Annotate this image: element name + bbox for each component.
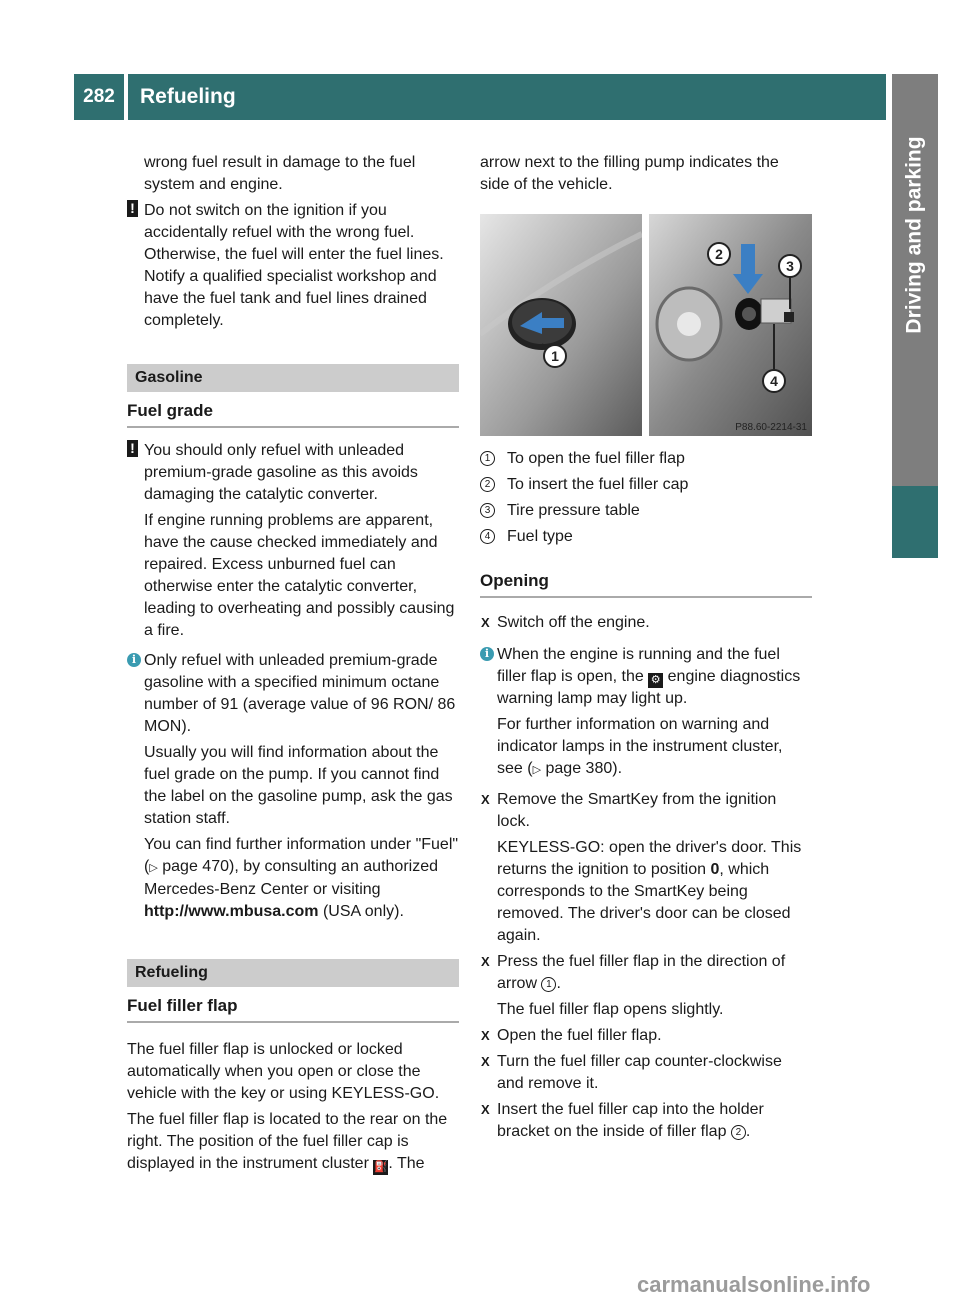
page-ref-icon: ▷ [149, 862, 158, 874]
callout-number: 1 [541, 977, 556, 992]
warning-note: ! Do not switch on the ignition if you accidentally refuel with the wrong fuel. Otherwise, the fuel will enter the fuel lines. Notify a qualified specialist workshop and have the fuel tank and fuel lines drained completely. [127, 200, 459, 332]
legend-item: 2 To insert the fuel filler cap [480, 474, 812, 496]
figure-code: P88.60-2214-31 [735, 422, 807, 433]
svg-text:1: 1 [551, 348, 559, 364]
engine-diagnostics-icon: ⚙ [648, 673, 663, 688]
side-tab-label: Driving and parking [903, 136, 927, 334]
paragraph: Usually you will find information about the fuel grade on the pump. If you cannot find the label on the gasoline pump, ask the gas station staff. [144, 744, 453, 827]
step-item: X Turn the fuel filler cap counter-clockwise and remove it. [481, 1053, 782, 1092]
info-icon: i [127, 653, 141, 667]
step-arrow-icon: X [481, 792, 490, 807]
info-icon: i [480, 647, 494, 661]
step-item: X Remove the SmartKey from the ignition lock. [481, 791, 777, 830]
warning-icon: ! [127, 440, 138, 457]
website-link[interactable]: http://www.mbusa.com [144, 903, 319, 920]
filler-flap-closed-photo [480, 214, 642, 436]
page-title: Refueling [128, 74, 886, 120]
step-arrow-icon: X [481, 954, 490, 969]
svg-text:4: 4 [770, 373, 778, 389]
step-item: X Switch off the engine. [480, 612, 812, 634]
legend-item: 3 Tire pressure table [480, 500, 812, 522]
subheading-fuel-filler-flap: Fuel filler flap [127, 987, 459, 1023]
legend-item: 1 To open the fuel filler flap [480, 448, 812, 470]
page-ref-icon: ▷ [532, 764, 542, 776]
paragraph: If engine running problems are apparent, have the cause checked immediately and repaired. Excess unburned fuel can otherwise enter the catalytic converter, leading to overheating and possibly causing a fire. [144, 512, 455, 639]
fuel-pump-icon: ⛽ [373, 1161, 388, 1173]
info-note: i Only refuel with unleaded premium-grade gasoline with a specified minimum octane number of 91 (average value of 96 RON/ 86 MON). [127, 650, 459, 738]
paragraph: You can find further information under "Fuel" (▷ page 470), by consulting an authorized Mercedes-Benz Center or visiting http://www.mbusa.com (USA only). [144, 836, 459, 920]
page-number: 282 [74, 74, 124, 120]
legend-item: 4 Fuel type [480, 526, 812, 548]
section-heading-gasoline: Gasoline [127, 364, 459, 392]
text-continuation: arrow next to the filling pump indicates the side of the vehicle. [480, 154, 779, 193]
subheading-opening: Opening [480, 562, 812, 598]
svg-text:3: 3 [786, 258, 794, 274]
fuel-filler-figure [480, 214, 812, 436]
step-item: X Press the fuel filler flap in the direction of arrow 1 . [481, 953, 786, 992]
info-note: i When the engine is running and the fuel filler flap is open, the ⚙ engine diagnostics warning lamp may light up. [480, 644, 812, 710]
left-column [127, 152, 459, 1179]
subheading-fuel-grade: Fuel grade [127, 392, 459, 428]
step-arrow-icon: X [481, 1028, 490, 1043]
text-continuation: wrong fuel result in damage to the fuel system and engine. [144, 154, 416, 193]
paragraph: For further information on warning and indicator lamps in the instrument cluster, see (▷ page 380). [497, 716, 783, 777]
step-item: X Open the fuel filler flap. [480, 1025, 812, 1047]
right-column [480, 152, 812, 1147]
warning-icon: ! [127, 200, 138, 217]
paragraph: The fuel filler flap is unlocked or locked automatically when you open or close the vehicle with the key or using KEYLESS-GO. [127, 1041, 440, 1102]
warning-note: ! You should only refuel with unleaded premium-grade gasoline as this avoids damaging the catalytic converter. [127, 440, 459, 506]
figure-legend [480, 448, 812, 548]
paragraph: The fuel filler flap opens slightly. [497, 1001, 724, 1018]
step-arrow-icon: X [481, 615, 490, 630]
svg-text:2: 2 [715, 246, 723, 262]
callout-number: 2 [731, 1125, 746, 1140]
side-tab-accent [892, 486, 938, 558]
section-heading-refueling: Refueling [127, 959, 459, 987]
watermark: carmanualsonline.info [637, 1272, 871, 1297]
paragraph: KEYLESS-GO: open the driver's door. This returns the ignition to position 0, which corresponds to the SmartKey being removed. The driver's door can be closed again. [497, 839, 802, 944]
step-item: X Insert the fuel filler cap into the holder bracket on the inside of filler flap 2 . [481, 1101, 764, 1140]
step-arrow-icon: X [481, 1102, 490, 1117]
paragraph: The fuel filler flap is located to the rear on the right. The position of the fuel filler cap is displayed in the instrument cluster ⛽. The [127, 1111, 448, 1173]
filler-flap-open-photo [649, 214, 812, 436]
step-arrow-icon: X [481, 1054, 490, 1069]
